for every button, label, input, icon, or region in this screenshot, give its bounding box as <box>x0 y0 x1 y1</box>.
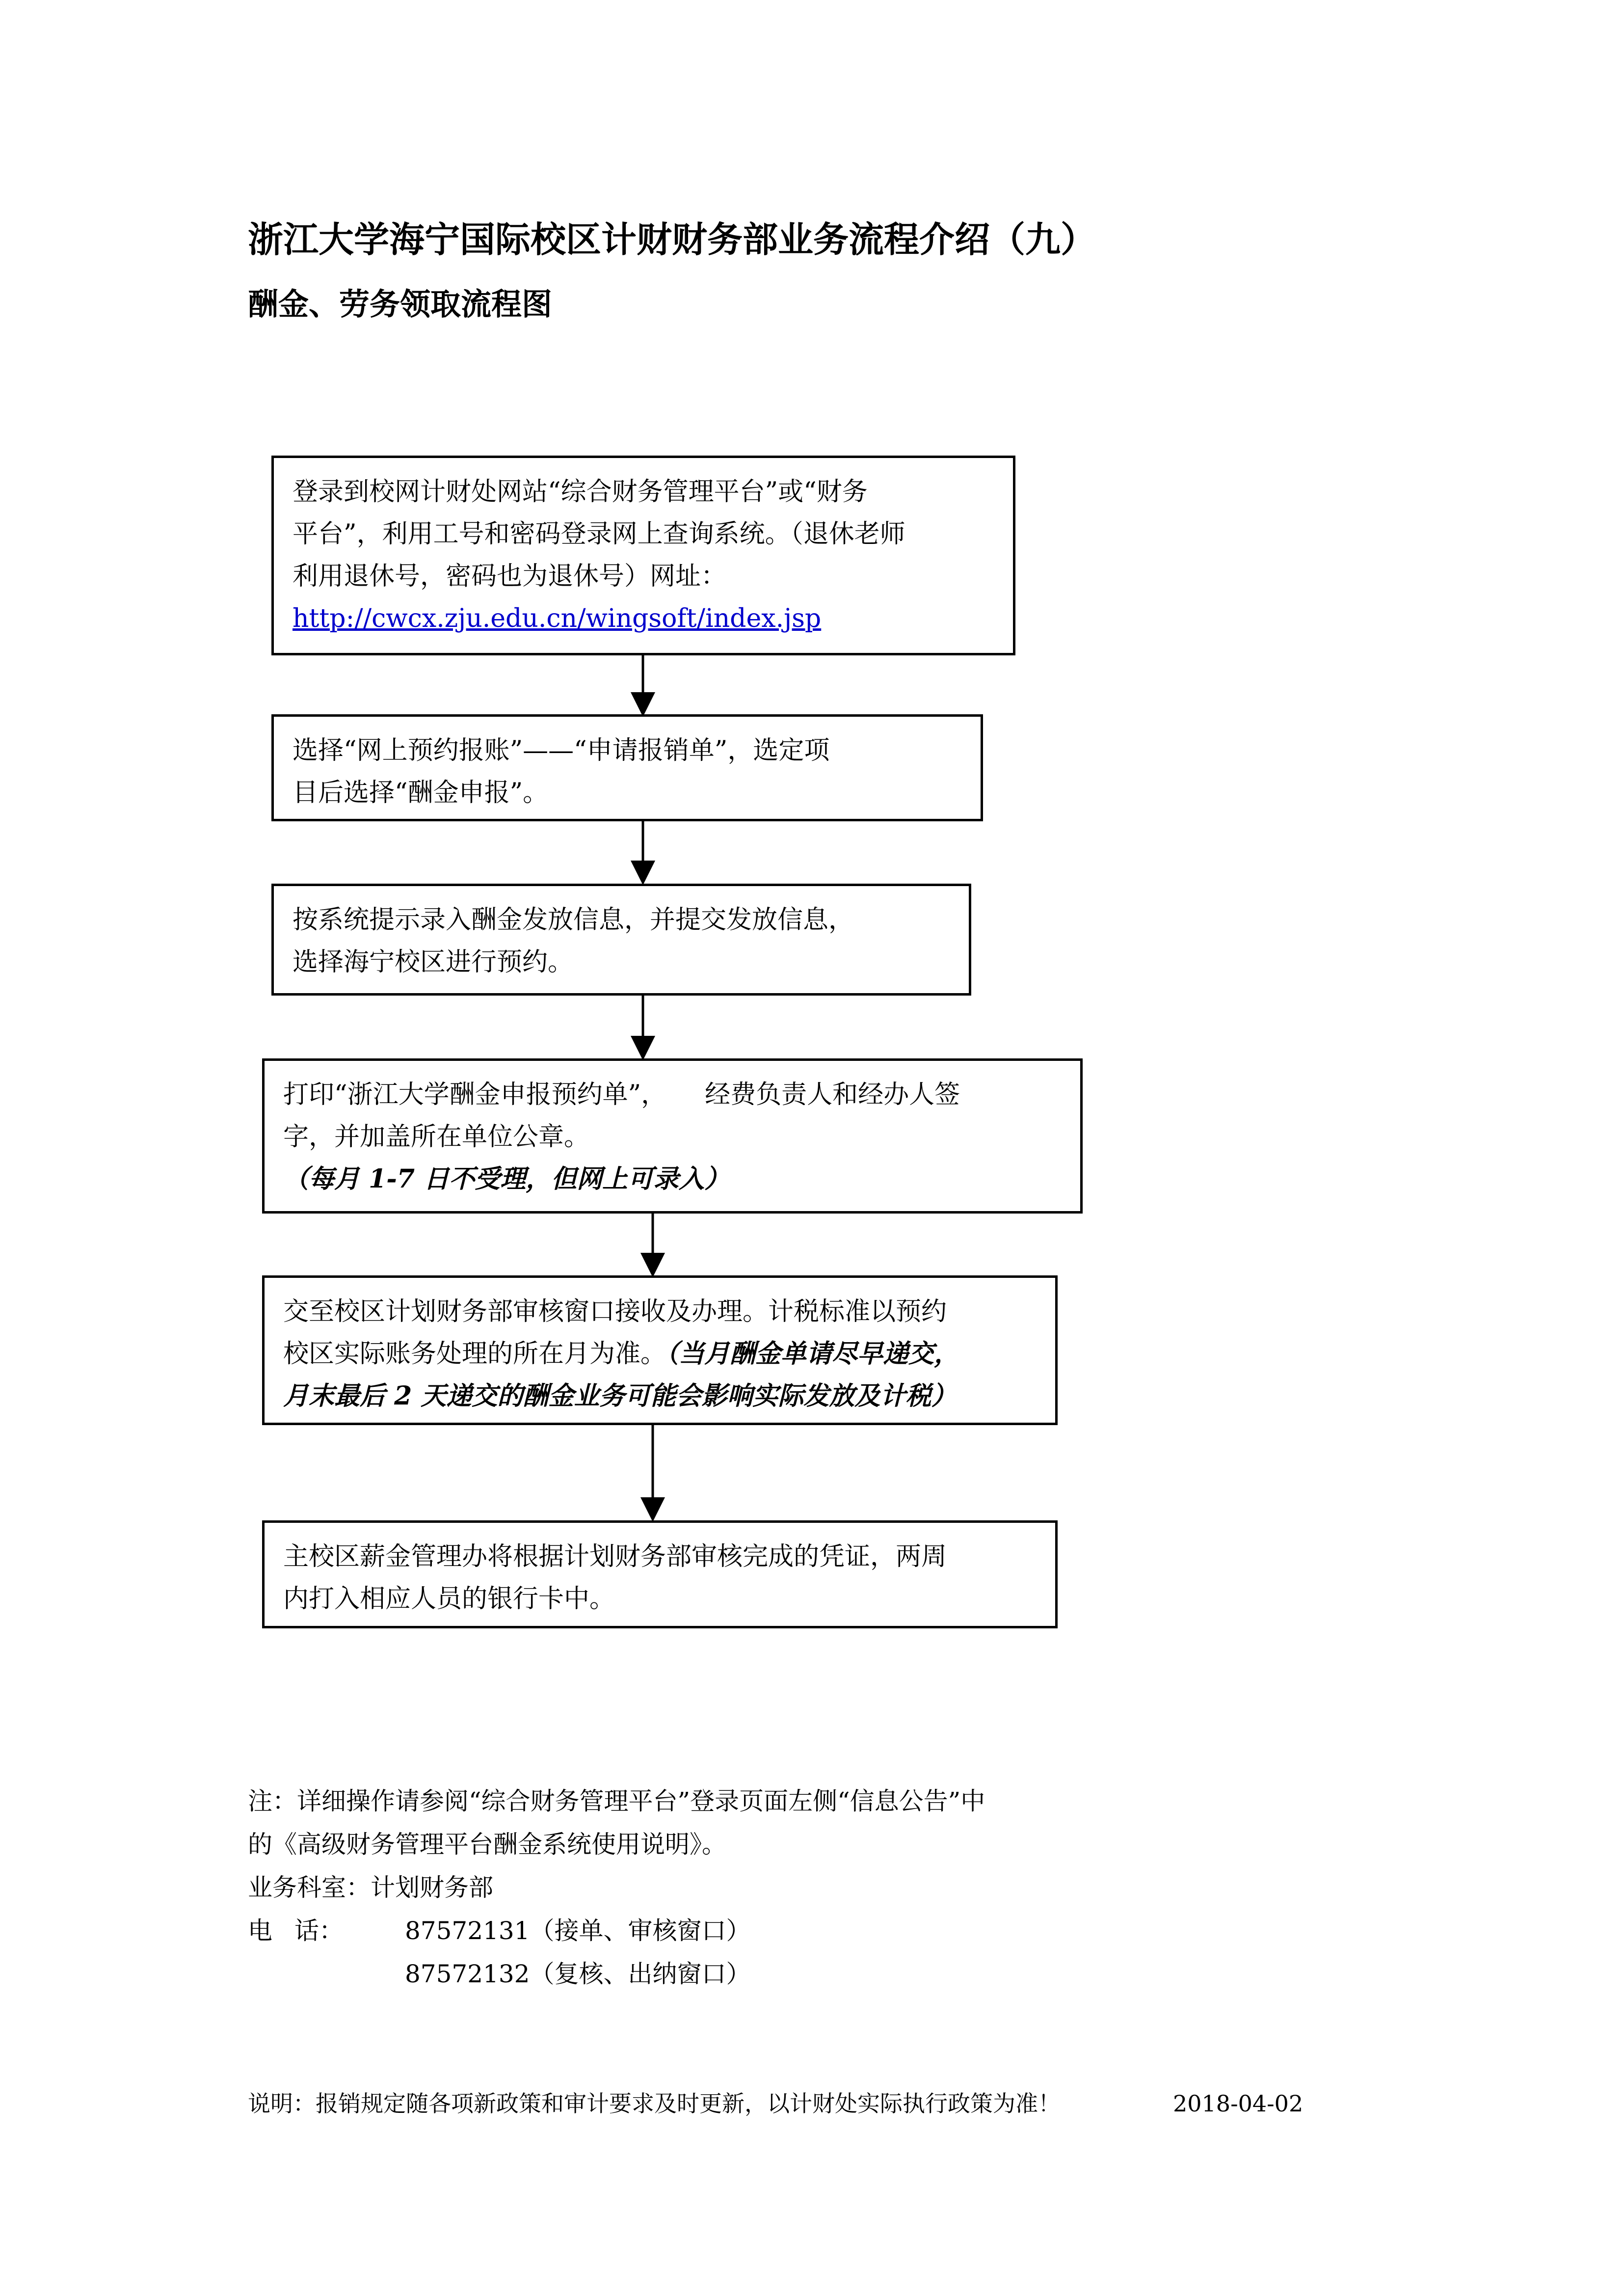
step-6-line-2: 内打入相应人员的银行卡中。 <box>283 1584 615 1614</box>
step-1-box <box>271 456 1015 655</box>
step-1-line-2: 平台”，利用工号和密码登录网上查询系统。（退休老师 <box>293 519 905 549</box>
step-1-line-3: 利用退休号，密码也为退休号）网址： <box>293 562 727 591</box>
footer-disclaimer <box>248 2086 1304 2121</box>
step-5-box <box>262 1275 1058 1425</box>
note-line-2: 的《高级财务管理平台酬金系统使用说明》。 <box>248 1830 726 1859</box>
footer-text: 说明：报销规定随各项新政策和审计要求及时更新，以计财处实际执行政策为准！ <box>248 2090 1061 2117</box>
step-4-notice: （每月 1-7 日不受理，但网上可录入） <box>283 1164 730 1194</box>
note-line-1: 注：详细操作请参阅“综合财务管理平台”登录页面左侧“信息公告”中 <box>248 1787 985 1815</box>
step-5-line-2 <box>283 1333 1037 1375</box>
phone-label-part-1: 电 <box>248 1917 272 1945</box>
phone-label-part-2: 话： <box>294 1917 344 1945</box>
phone-number-1: 87572131（接单、审核窗口） <box>405 1917 751 1945</box>
step-5-notice-part-2: 月末最后 2 天递交的酬金业务可能会影响实际发放及计税） <box>283 1381 957 1411</box>
step-3-line-1: 按系统提示录入酬金发放信息，并提交发放信息， <box>293 905 854 935</box>
phone-number-2: 87572132（复核、出纳窗口） <box>405 1960 751 1988</box>
step-5-notice-part-1: （当月酬金单请尽早递交， <box>666 1339 960 1369</box>
step-2-line-1: 选择“网上预约报账”——“申请报销单”，选定项 <box>293 736 830 765</box>
step-3-box <box>271 884 971 996</box>
phone-row-1 <box>248 1909 985 1952</box>
step-2-box <box>271 714 983 821</box>
document-title: 浙江大学海宁国际校区计财财务部业务流程介绍（九） <box>248 219 1096 260</box>
step-1-line-1: 登录到校网计财处网站“综合财务管理平台”或“财务 <box>293 477 868 507</box>
step-3-line-2: 选择海宁校区进行预约。 <box>293 947 574 977</box>
step-6-box <box>262 1520 1058 1628</box>
step-2-line-2: 目后选择“酬金申报”。 <box>293 778 549 808</box>
step-4-line-1: 打印“浙江大学酬金申报预约单”， 经费负责人和经办人签 <box>283 1080 960 1109</box>
footer-date: 2018-04-02 <box>1173 2090 1304 2117</box>
flowchart-subtitle: 酬金、劳务领取流程图 <box>248 286 553 322</box>
step-4-box <box>262 1058 1083 1214</box>
office-line: 业务科室：计划财务部 <box>248 1873 493 1902</box>
phone-row-2 <box>248 1952 985 1996</box>
platform-url-link[interactable]: http://cwcx.zju.edu.cn/wingsoft/index.jsp <box>293 604 822 633</box>
notes-section <box>248 1780 985 1996</box>
step-5-line-2-text: 校区实际账务处理的所在月为准。 <box>283 1339 666 1369</box>
step-6-line-1: 主校区薪金管理办将根据计划财务部审核完成的凭证，两周 <box>283 1542 947 1571</box>
step-4-line-2: 字，并加盖所在单位公章。 <box>283 1122 590 1152</box>
step-5-line-1: 交至校区计划财务部审核窗口接收及办理。计税标准以预约 <box>283 1297 947 1326</box>
